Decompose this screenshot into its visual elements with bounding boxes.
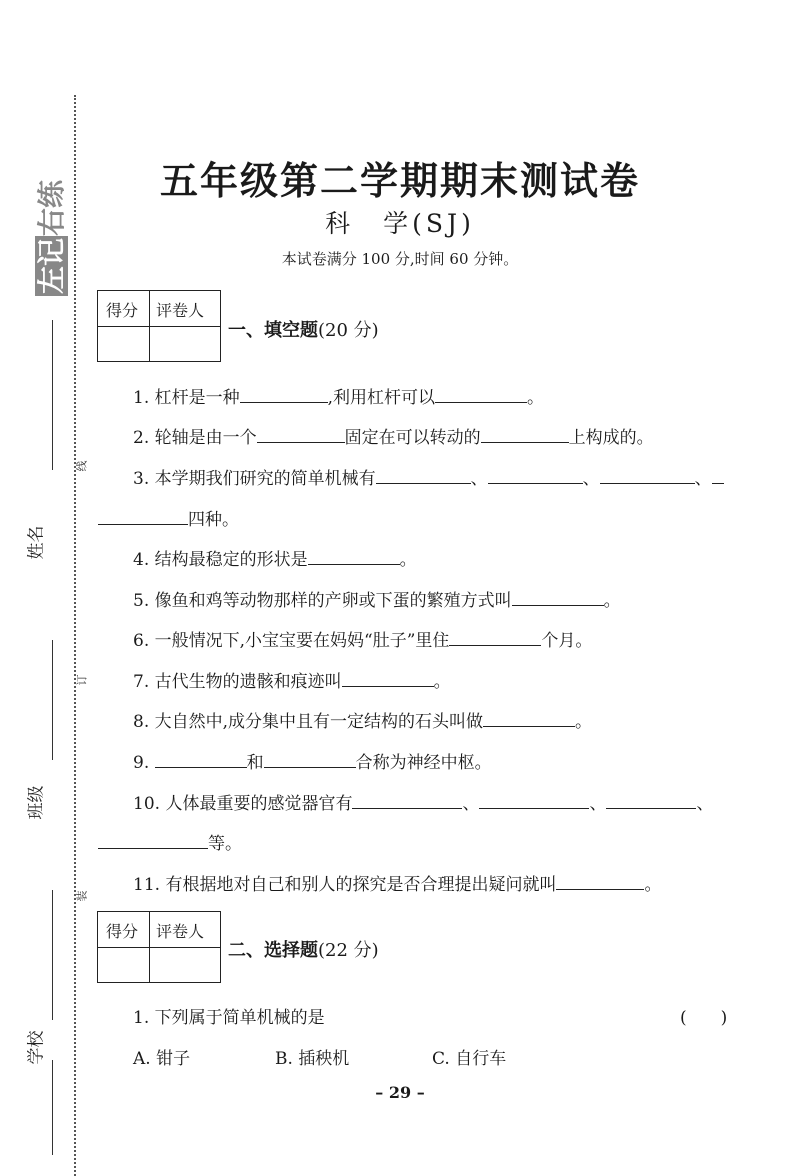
answer-blank[interactable]	[712, 469, 724, 484]
page-number: – 29 –	[375, 1083, 425, 1102]
bottom-rule	[52, 1060, 53, 1155]
answer-blank[interactable]	[98, 510, 188, 525]
name-rule	[52, 320, 53, 470]
answer-blank[interactable]	[600, 469, 695, 484]
answer-blank[interactable]	[512, 591, 604, 606]
answer-blank[interactable]	[308, 550, 400, 565]
question-6: 6. 一般情况下,小宝宝要在妈妈“肚子”里住 个月。	[133, 631, 593, 651]
answer-blank[interactable]	[155, 753, 247, 768]
cut-mark-order: 订	[75, 674, 89, 686]
answer-blank[interactable]	[257, 428, 345, 443]
question-2: 2. 轮轴是由一个 固定在可以转动的 上构成的。	[133, 428, 654, 448]
question-10: 10. 人体最重要的感觉器官有 、 、 、	[133, 794, 714, 814]
answer-blank[interactable]	[479, 794, 589, 809]
option-a[interactable]: A. 钳子	[133, 1049, 191, 1069]
question-1: 1. 杠杆是一种 ,利用杠杆可以 。	[133, 388, 545, 408]
cut-mark-bind: 装	[75, 890, 89, 902]
grader-label: 评卷人	[156, 301, 205, 320]
score-box-1	[97, 290, 221, 362]
answer-blank[interactable]	[606, 794, 696, 809]
answer-blank[interactable]	[352, 794, 462, 809]
answer-blank[interactable]	[98, 834, 208, 849]
answer-blank[interactable]	[556, 875, 644, 890]
class-rule	[52, 640, 53, 760]
question-5: 5. 像鱼和鸡等动物那样的产卵或下蛋的繁殖方式叫 。	[133, 591, 621, 611]
answer-blank[interactable]	[376, 469, 471, 484]
score-box-2	[97, 911, 221, 983]
question-4: 4. 结构最稳定的形状是 。	[133, 550, 417, 570]
score-label: 得分	[106, 301, 139, 320]
choice-question-1: 1. 下列属于简单机械的是	[133, 1008, 325, 1028]
answer-blank[interactable]	[435, 388, 527, 403]
question-8: 8. 大自然中,成分集中且有一定结构的石头叫做 。	[133, 712, 593, 732]
answer-blank[interactable]	[240, 388, 328, 403]
question-3: 3. 本学期我们研究的简单机械有 、 、 、	[133, 464, 724, 489]
question-10-continued: 等。	[98, 829, 242, 854]
score-label: 得分	[106, 922, 139, 941]
class-label: 班级	[26, 785, 47, 820]
section-2-title: 二、选择题(22 分)	[228, 940, 379, 961]
question-3-continued: 四种。	[98, 505, 239, 530]
school-label: 学校	[26, 1030, 47, 1065]
option-c[interactable]: C. 自行车	[432, 1049, 507, 1069]
section-1-title: 一、填空题(20 分)	[228, 320, 379, 341]
question-9: 9. 和 合称为神经中枢。	[133, 753, 492, 773]
answer-blank[interactable]	[342, 672, 434, 687]
exam-title: 五年级第二学期期末测试卷	[159, 158, 640, 203]
answer-blank[interactable]	[481, 428, 569, 443]
answer-parentheses[interactable]: ( )	[680, 1008, 728, 1028]
question-11: 11. 有根据地对自己和别人的探究是否合理提出疑问就叫 。	[133, 875, 662, 895]
answer-blank[interactable]	[449, 631, 541, 646]
answer-blank[interactable]	[264, 753, 356, 768]
exam-note: 本试卷满分 100 分,时间 60 分钟。	[281, 250, 519, 268]
cut-mark-line: 线	[75, 460, 89, 472]
option-b[interactable]: B. 插秧机	[275, 1049, 350, 1069]
grader-label: 评卷人	[156, 922, 205, 941]
answer-blank[interactable]	[483, 712, 575, 727]
question-7: 7. 古代生物的遗骸和痕迹叫 。	[133, 672, 451, 692]
school-rule	[52, 890, 53, 1020]
exam-subtitle: 科 学(SJ)	[325, 209, 475, 238]
name-label: 姓名	[26, 525, 47, 560]
answer-blank[interactable]	[488, 469, 583, 484]
brand-logo: 左记右练	[35, 179, 68, 295]
